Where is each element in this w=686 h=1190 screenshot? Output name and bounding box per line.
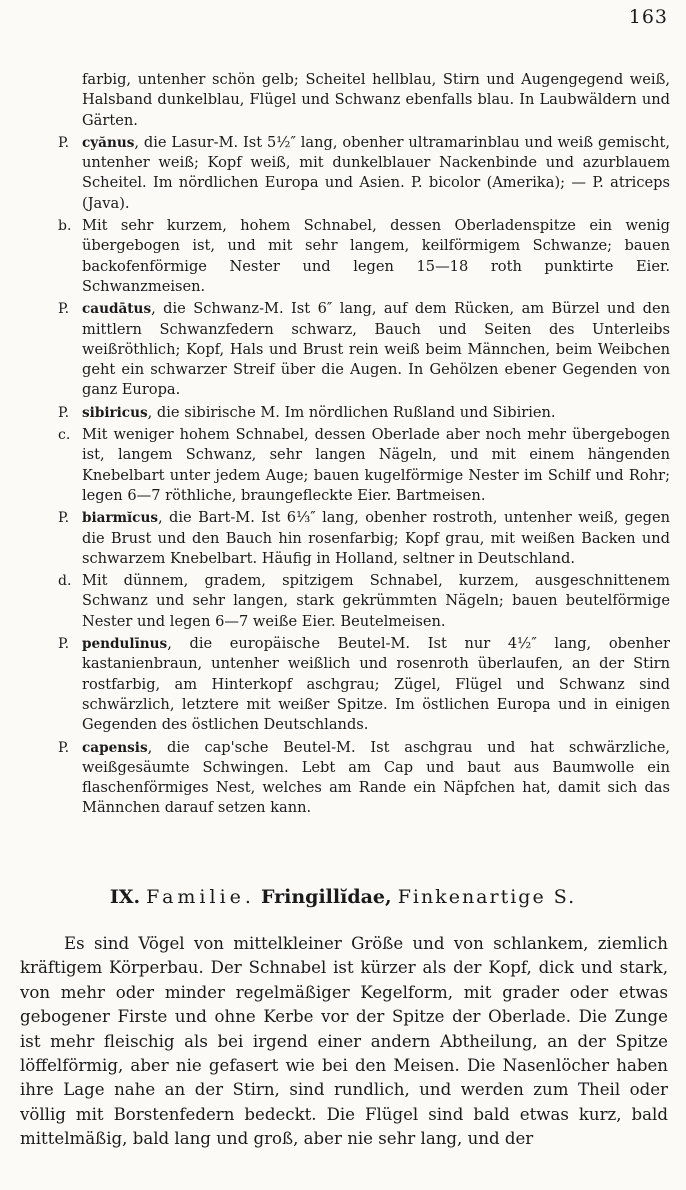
entry-label: c.	[58, 427, 71, 444]
entry-text: , die cap'sche Beutel-M. Ist aschgrau und hat schwärzliche, weißgesäumte Schwingen. Lebt am Cap und baut aus Baumwolle ein flaschenförmiges Nest, welches am Rande ein Näpfchen hat, damit sich das Männchen darauf setzen kann.	[82, 738, 670, 817]
entry-label: P.	[58, 404, 70, 421]
latin-name: sibiricus	[82, 404, 148, 421]
entry-label: d.	[58, 573, 72, 590]
entry-label: b.	[58, 218, 72, 235]
latin-name: caudātus	[82, 301, 152, 318]
entry-text: , die Bart-M. Ist 6⅓″ lang, obenher rostroth, untenher weiß, gegen die Brust und den Bauch hin rosenfarbig; Kopf grau, mit weißen Backen und schwarzem Knebelbart. Häufig in Holland, seltner in Deutschland.	[82, 509, 670, 567]
entry-text: Mit dünnem, gradem, spitzigem Schnabel, kurzem, ausgeschnittenem Schwanz und sehr langen, stark gekrümmten Nägeln; bauen beutelförmige Nester und legen 6—7 weiße Eier. Beutelmeisen.	[82, 572, 670, 630]
species-entries	[58, 70, 670, 819]
entry-text: , die Lasur-M. Ist 5½″ lang, obenher ultramarinblau und weiß gemischt, untenher weiß; Kopf weiß, mit dunkelblauer Nackenbinde und azurblauem Scheitel. Im nördlichen Europa und Asien. P. bicolor (Amerika); — P. atriceps (Java).	[82, 133, 670, 212]
entry-label: P.	[58, 301, 70, 318]
family-heading	[0, 886, 686, 908]
entry-caudatus	[58, 299, 670, 400]
family-word: Familie.	[146, 886, 255, 908]
entry-capensis	[58, 738, 670, 819]
family-number: IX.	[109, 886, 141, 908]
entry-biarmicus	[58, 508, 670, 569]
entry-text: Mit sehr kurzem, hohem Schnabel, dessen Oberladenspitze ein wenig übergebogen ist, und mit sehr langem, keilförmigem Schwanze; bauen backofenförmige Nester und legen 15—18 roth punktirte Eier. Schwanzmeisen.	[82, 217, 670, 295]
family-latin-name: Fringillĭdae,	[260, 886, 392, 908]
entry-text: Mit weniger hohem Schnabel, dessen Oberlade aber noch mehr übergebogen ist, langem Schwanz, sehr langen Nägeln, und mit einem hängenden Knebelbart unter jedem Auge; bauen kugelförmige Nester im Schilf und Rohr; legen 6—7 röthliche, braungefleckte Eier. Bartmeisen.	[82, 426, 670, 504]
entry-label: P.	[58, 134, 70, 151]
latin-name: pendulīnus	[82, 636, 168, 653]
entry-text: , die Schwanz-M. Ist 6″ lang, auf dem Rücken, am Bürzel und den mittlern Schwanzfedern schwarz, Bauch und Seiten des Unterleibs weißröthlich; Kopf, Hals und Brust rein weiß beim Männchen, beim Weibchen geht ein schwarzer Streif über die Augen. In Gehölzen ebener Gegenden von ganz Europa.	[82, 300, 670, 399]
entry-label: P.	[58, 739, 70, 756]
latin-name: biarmĭcus	[82, 510, 159, 527]
family-german-name: Finkenartige S.	[397, 886, 577, 908]
entry-text: , die sibirische M. Im nördlichen Rußland und Sibirien.	[147, 403, 556, 421]
latin-name: cyănus	[82, 134, 135, 151]
latin-name: capensis	[82, 739, 148, 756]
entry-label: P.	[58, 510, 70, 527]
entry-text: farbig, untenher schön gelb; Scheitel hellblau, Stirn und Augengegend weiß, Halsband dunkelblau, Flügel und Schwanz ebenfalls blau. In Laubwäldern und Gärten.	[82, 71, 670, 129]
entry-label: P.	[58, 636, 70, 653]
entry-subgroup-b	[58, 216, 670, 297]
entry-pendulinus	[58, 634, 670, 735]
family-description: Es sind Vögel von mittelkleiner Größe und von schlankem, ziemlich kräftigem Körperbau. Der Schnabel ist kürzer als der Kopf, dick und stark, von mehr oder minder regelmäßiger Kegelform, mit grader oder etwas gebogener Firste und ohne Kerbe vor der Spitze der Oberlade. Die Zunge ist mehr fleischig als bei irgend einer andern Abtheilung, an der Spitze löffelförmig, aber nie gefasert wie bei den Meisen. Die Nasenlöcher haben ihre Lage nahe an der Stirn, sind rundlich, und werden zum Theil oder völlig mit Borstenfedern bedeckt. Die Flügel sind bald etwas kurz, bald mittelmäßig, bald lang und groß, aber nie sehr lang, und der	[20, 934, 668, 1149]
entry-cyanus	[58, 133, 670, 214]
entry-text: , die europäische Beutel-M. Ist nur 4½″ lang, obenher kastanienbraun, untenher weißlich und rosenroth überlaufen, an der Stirn rostfarbig, am Hinterkopf aschgrau; Zügel, Flügel und Schwanz sind schwärzlich, letztere mit weißer Spitze. Im östlichen Europa und in einigen Gegenden des östlichen Deutschlands.	[82, 635, 670, 734]
page-number: 163	[628, 6, 668, 28]
entry-subgroup-c	[58, 425, 670, 506]
entry-subgroup-d	[58, 571, 670, 632]
entry-sibiricus	[58, 403, 670, 423]
entry-continuation	[58, 70, 670, 131]
